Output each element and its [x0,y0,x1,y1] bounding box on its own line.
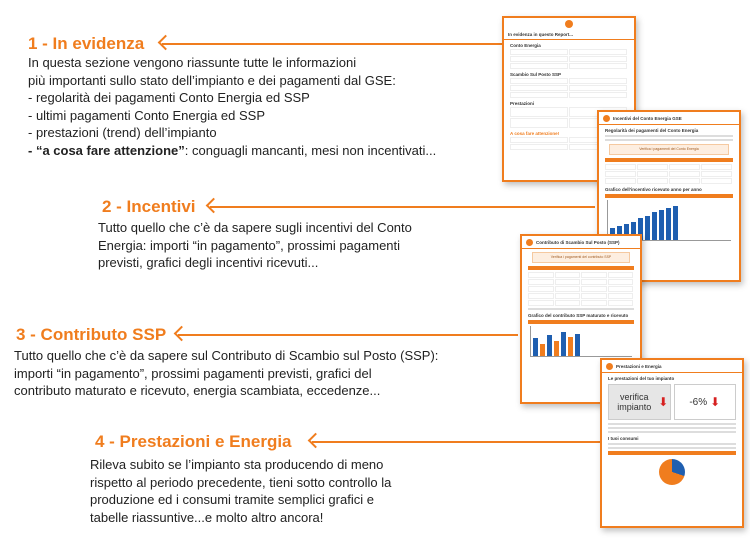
section-3-arrow [178,334,518,336]
report-thumbnail-ssp: Contributo di Scambio Sul Posto (SSP) Verifica i pagamenti del contributo SSP Grafico del contributo SSP maturato e ricevuto [520,234,642,404]
section-1-title: 1 - In evidenza [28,34,145,53]
thumbnail-3-title: Contributo di Scambio Sul Posto (SSP) [522,236,640,249]
arrow-down-icon: ⬇ [658,395,669,409]
kpi-verifica-impianto: verifica impianto [617,392,652,412]
section-4-arrow [312,441,600,443]
section-2-text: Tutto quello che c’è da sapere sugli incentivi del Conto Energia: importi “in pagamento”, prossimi pagamenti previsti, grafici degli incentivi ricevuti... [98,220,412,270]
section-4 [90,432,455,526]
kpi-percentage: -6% [689,396,708,408]
thumbnail-3-chart [530,326,632,357]
section-2-title: 2 - Incentivi [102,197,196,216]
section-4-title: 4 - Prestazioni e Energia [95,432,292,451]
pie-chart-icon [659,459,685,485]
section-1-text: In questa sezione vengono riassunte tutte le informazioni più importanti sullo stato dell’impianto e dei pagamenti dal GSE: - regolarità dei pagamenti Conto Energia ed SSP - ultimi pagamenti Conto Energia ed SSP - prestazioni (trend) dell’impianto - “a cosa fare attenzione”: conguagli mancanti, mesi non incentivati... [28,55,437,158]
arrow-down-icon: ⬇ [710,395,721,409]
section-2-arrow [210,206,595,208]
thumbnail-1-title: In evidenza in questo Report... [504,30,634,40]
sun-logo-icon [565,20,573,28]
section-4-text: Rileva subito se l’impianto sta producendo di meno rispetto al periodo precedente, tieni sotto controllo la produzione ed i consumi tramite semplici grafici e tabelle riassuntive...e molto altro ancora! [90,457,392,525]
section-3-text: Tutto quello che c’è da sapere sul Contributo di Scambio sul Posto (SSP): importi “in pagamento”, prossimi pagamenti previsti, grafici del contributo maturato e ricevuto, energia scambiata, eccedenze... [14,348,439,398]
sun-logo-icon [526,239,533,246]
sun-logo-icon [606,363,613,370]
section-1-arrow [162,43,502,45]
section-3 [16,325,496,400]
thumbnail-2-title: Incentivi del Conto Energia GSE [599,112,739,125]
report-thumbnail-incentivi: Incentivi del Conto Energia GSE Regolarità dei pagamenti del Conto Energia Verifica i pagamenti del Conto Energia Grafico dell’incentivo ricevuto anno per anno [597,110,741,282]
section-3-title: 3 - Contributo SSP [16,325,167,344]
thumbnail-4-title: Prestazioni e Energia [602,360,742,373]
report-thumbnail-prestazioni: Prestazioni e Energia Le prestazioni del tuo impianto verifica impianto ⬇ -6% ⬇ I tuoi consumi [600,358,744,528]
report-thumbnail-evidenza: In evidenza in questo Report... Conto Energia Scambio Sul Posto SSP Prestazioni A cosa fare attenzione! [502,16,636,182]
section-2 [98,197,462,272]
sun-logo-icon [603,115,610,122]
section-1 [28,34,498,159]
